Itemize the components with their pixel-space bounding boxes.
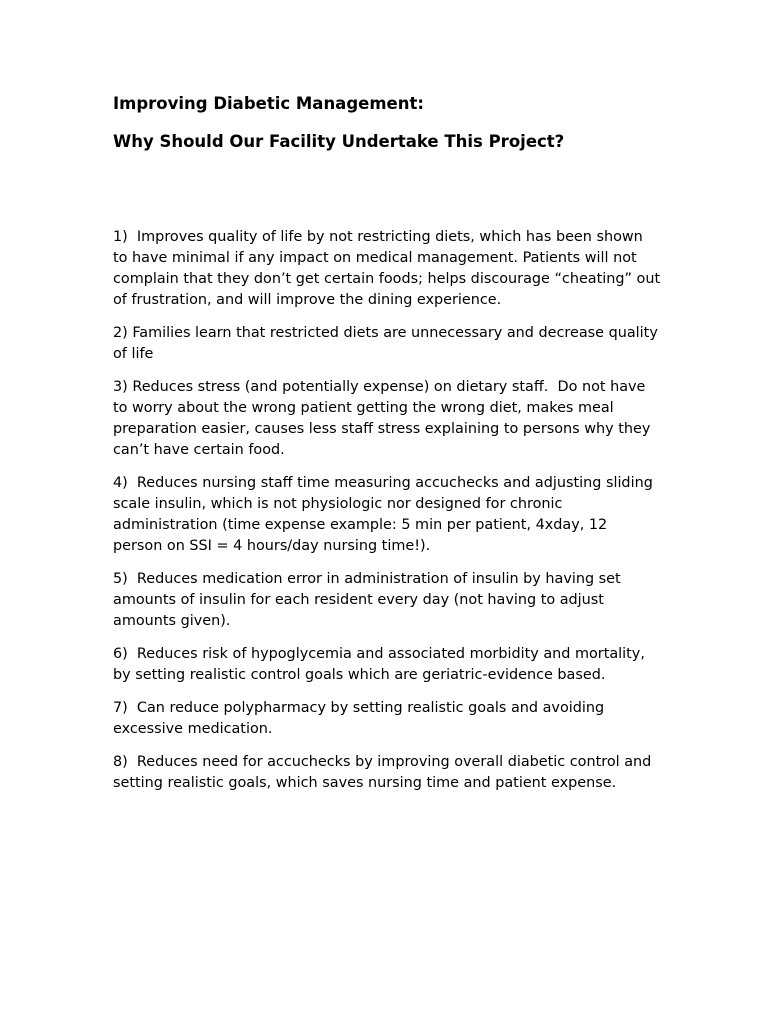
list-item-2: 2) Families learn that restricted diets are unnecessary and decrease quality of life (113, 325, 663, 362)
list-item-7: 7) Can reduce polypharmacy by setting realistic goals and avoiding excessive medication. (113, 700, 609, 737)
document-subtitle: Why Should Our Facility Undertake This Project? (113, 132, 565, 151)
list-item-6: 6) Reduces risk of hypoglycemia and associated morbidity and mortality, by setting realistic control goals which are geriatric-evidence based. (113, 646, 650, 683)
list-item-8: 8) Reduces need for accuchecks by improving overall diabetic control and setting realistic goals, which saves nursing time and patient expense. (113, 754, 656, 791)
list-item-3: 3) Reduces stress (and potentially expense) on dietary staff. Do not have to worry about the wrong patient getting the wrong diet, makes meal preparation easier, causes less staff stress explaining to persons why they can’t have certain food. (113, 379, 655, 458)
list-item-4: 4) Reduces nursing staff time measuring accuchecks and adjusting sliding scale insulin, which is not physiologic nor designed for chronic administration (time expense example: 5 min per patient, 4xday, 12 person on SSI = 4 hours/day nursing time!). (113, 475, 658, 554)
list-item-5: 5) Reduces medication error in administration of insulin by having set amounts of insulin for each resident every day (not having to adjust amounts given). (113, 571, 626, 629)
document-page (113, 92, 665, 806)
benefits-list (113, 227, 665, 794)
list-item-1: 1) Improves quality of life by not restricting diets, which has been shown to have minimal if any impact on medical management. Patients will not complain that they don’t get certain foods; helps discourage “cheating” out of frustration, and will improve the dining experience. (113, 229, 665, 308)
document-title: Improving Diabetic Management: (113, 94, 424, 113)
